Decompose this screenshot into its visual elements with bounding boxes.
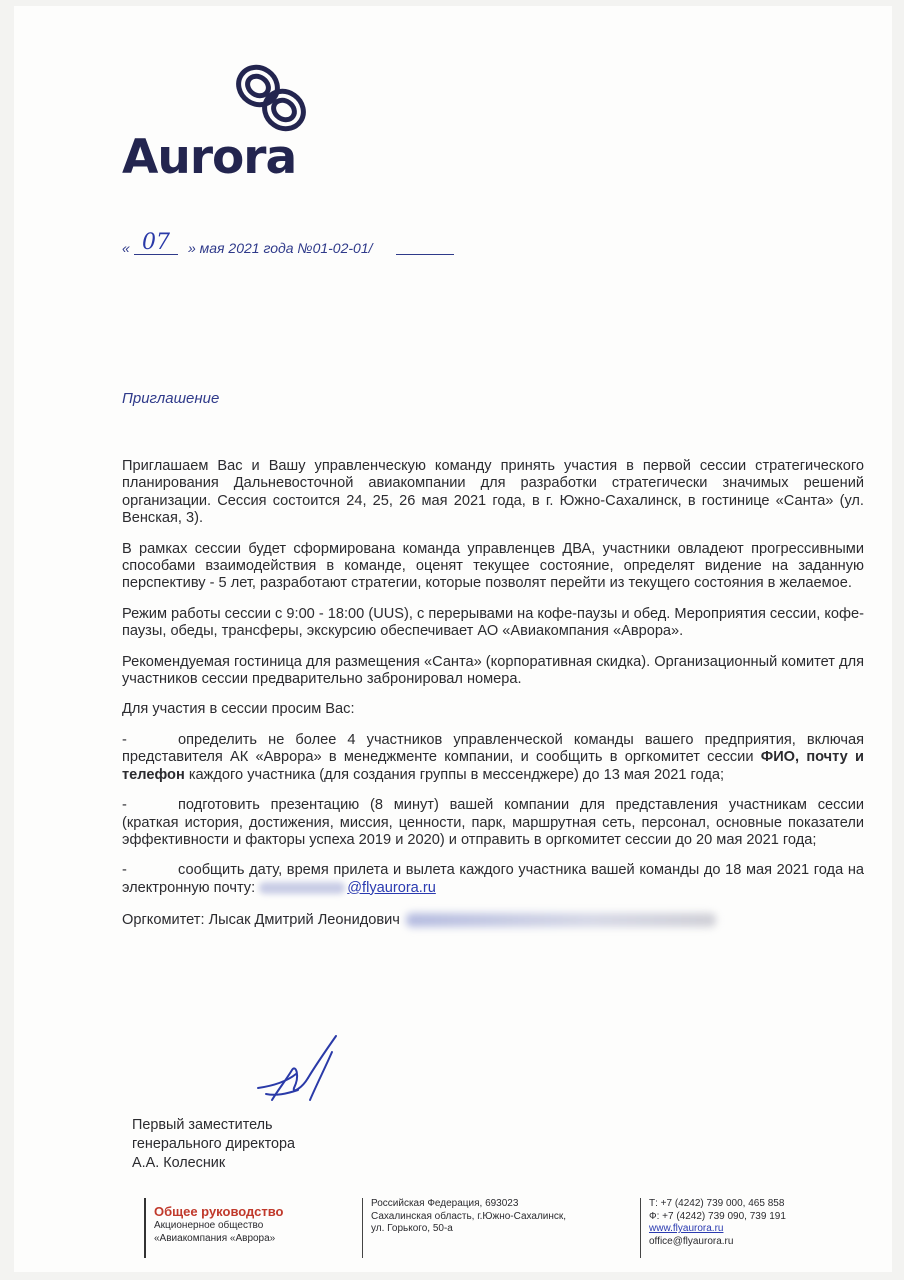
open-quote: « (122, 240, 130, 256)
paragraph-invitation: Приглашаем Вас и Вашу управленческую команду принять участия в первой сессии стратегического планирования Дальневосточной авиакомпании для разработки стратегически значимых решений организации. Сессия состоится 24, 25, 26 мая 2021 года, в г. Южно-Сахалинск, в гостинице «Санта» (ул. Венская, 3). (122, 458, 864, 527)
email-link[interactable]: @flyaurora.ru (347, 879, 436, 896)
footer-email[interactable]: office@flyaurora.ru (649, 1235, 734, 1247)
signer-block (132, 1116, 392, 1173)
footer-company-name: «Авиакомпания «Аврора» (154, 1232, 276, 1244)
footer-company-head: Общее руководство (154, 1204, 284, 1219)
redacted-contact (406, 913, 716, 927)
handwritten-day: 07 (142, 230, 170, 255)
list-item-bold: ФИО, почту и телефон (122, 749, 864, 783)
footer-website-link[interactable]: www.flyaurora.ru (649, 1223, 724, 1234)
footer-phone: Т: +7 (4242) 739 000, 465 858 (649, 1198, 785, 1209)
footer-fax: Ф: +7 (4242) 739 090, 739 191 (649, 1210, 786, 1222)
paragraph-hotel: Рекомендуемая гостиница для размещения «Санта» (корпоративная скидка). Организационный комитет для участников сессии предварительно забронировал номера. (122, 653, 864, 688)
list-dash: - (122, 862, 127, 879)
number-blank-line (396, 254, 454, 255)
list-item (122, 732, 864, 784)
aurora-logo (122, 64, 322, 194)
letter-body (122, 458, 864, 943)
letter-footer (132, 1198, 852, 1268)
signer-name: А.А. Колесник (132, 1155, 226, 1171)
orgcommittee-name: Оргкомитет: Лысак Дмитрий Леонидович (122, 912, 400, 929)
footer-company (144, 1198, 364, 1258)
orgcommittee-line (122, 912, 864, 929)
list-item (122, 862, 864, 897)
footer-address (362, 1198, 631, 1258)
date-and-number: » мая 2021 года №01-02-01/ (188, 240, 373, 256)
aurora-infinity-logo-icon (234, 64, 310, 134)
signer-position-1: Первый заместитель (132, 1117, 273, 1133)
list-dash: - (122, 797, 127, 814)
handwritten-signature (252, 1030, 352, 1119)
document-title: Приглашение (122, 390, 220, 407)
footer-address-line: ул. Горького, 50-а (371, 1223, 453, 1234)
footer-address-line: Сахалинская область, г.Южно-Сахалинск, (371, 1210, 567, 1222)
redacted-email-prefix (259, 882, 345, 894)
paragraph-request-intro: Для участия в сессии просим Вас: (122, 701, 355, 718)
list-item-text-end: каждого участника (для создания группы в мессенджере) до 13 мая 2021 года; (184, 766, 725, 783)
footer-contacts (640, 1198, 869, 1258)
paragraph-schedule: Режим работы сессии с 9:00 - 18:00 (UUS), с перерывами на кофе-паузы и обед. Мероприятия сессии, кофе-паузы, обеды, трансферы, экскурсию обеспечивает АО «Авиакомпания «Аврора». (122, 605, 864, 640)
brand-wordmark: Aurora (122, 130, 297, 185)
letter-page (14, 6, 892, 1272)
footer-company-type: Акционерное общество (154, 1220, 264, 1231)
signature-icon (252, 1030, 352, 1114)
reference-line (122, 230, 462, 264)
list-item-text: подготовить презентацию (8 минут) вашей компании для представления участникам сессии (краткая история, достижения, миссия, ценности, парк, маршрутная сеть, персонал, основные показатели эффективности и факторы успеха 2019 и 2020) и отправить в оргкомитет сессии до 20 мая 2021 года; (122, 797, 864, 848)
paragraph-session-goals: В рамках сессии будет сформирована команда управленцев ДВА, участники овладеют прогрессивными способами взаимодействия в команде, оценят текущее состояние, определят видение на заданную перспективу - 5 лет, разработают стратегии, которые позволят перейти из текущего состояния в желаемое. (122, 540, 864, 592)
list-dash: - (122, 731, 127, 748)
list-item-text: определить не более 4 участников управленческой команды вашего предприятия, включая представителя АК «Аврора» в менеджменте компании, и сообщить в оргкомитет сессии (122, 731, 864, 766)
list-item (122, 797, 864, 849)
list-item-text: сообщить дату, время прилета и вылета каждого участника вашей команды до 18 мая 2021 года на электронную почту: (122, 862, 864, 896)
footer-address-line: Российская Федерация, 693023 (371, 1198, 519, 1209)
signer-position-2: генерального директора (132, 1136, 296, 1152)
